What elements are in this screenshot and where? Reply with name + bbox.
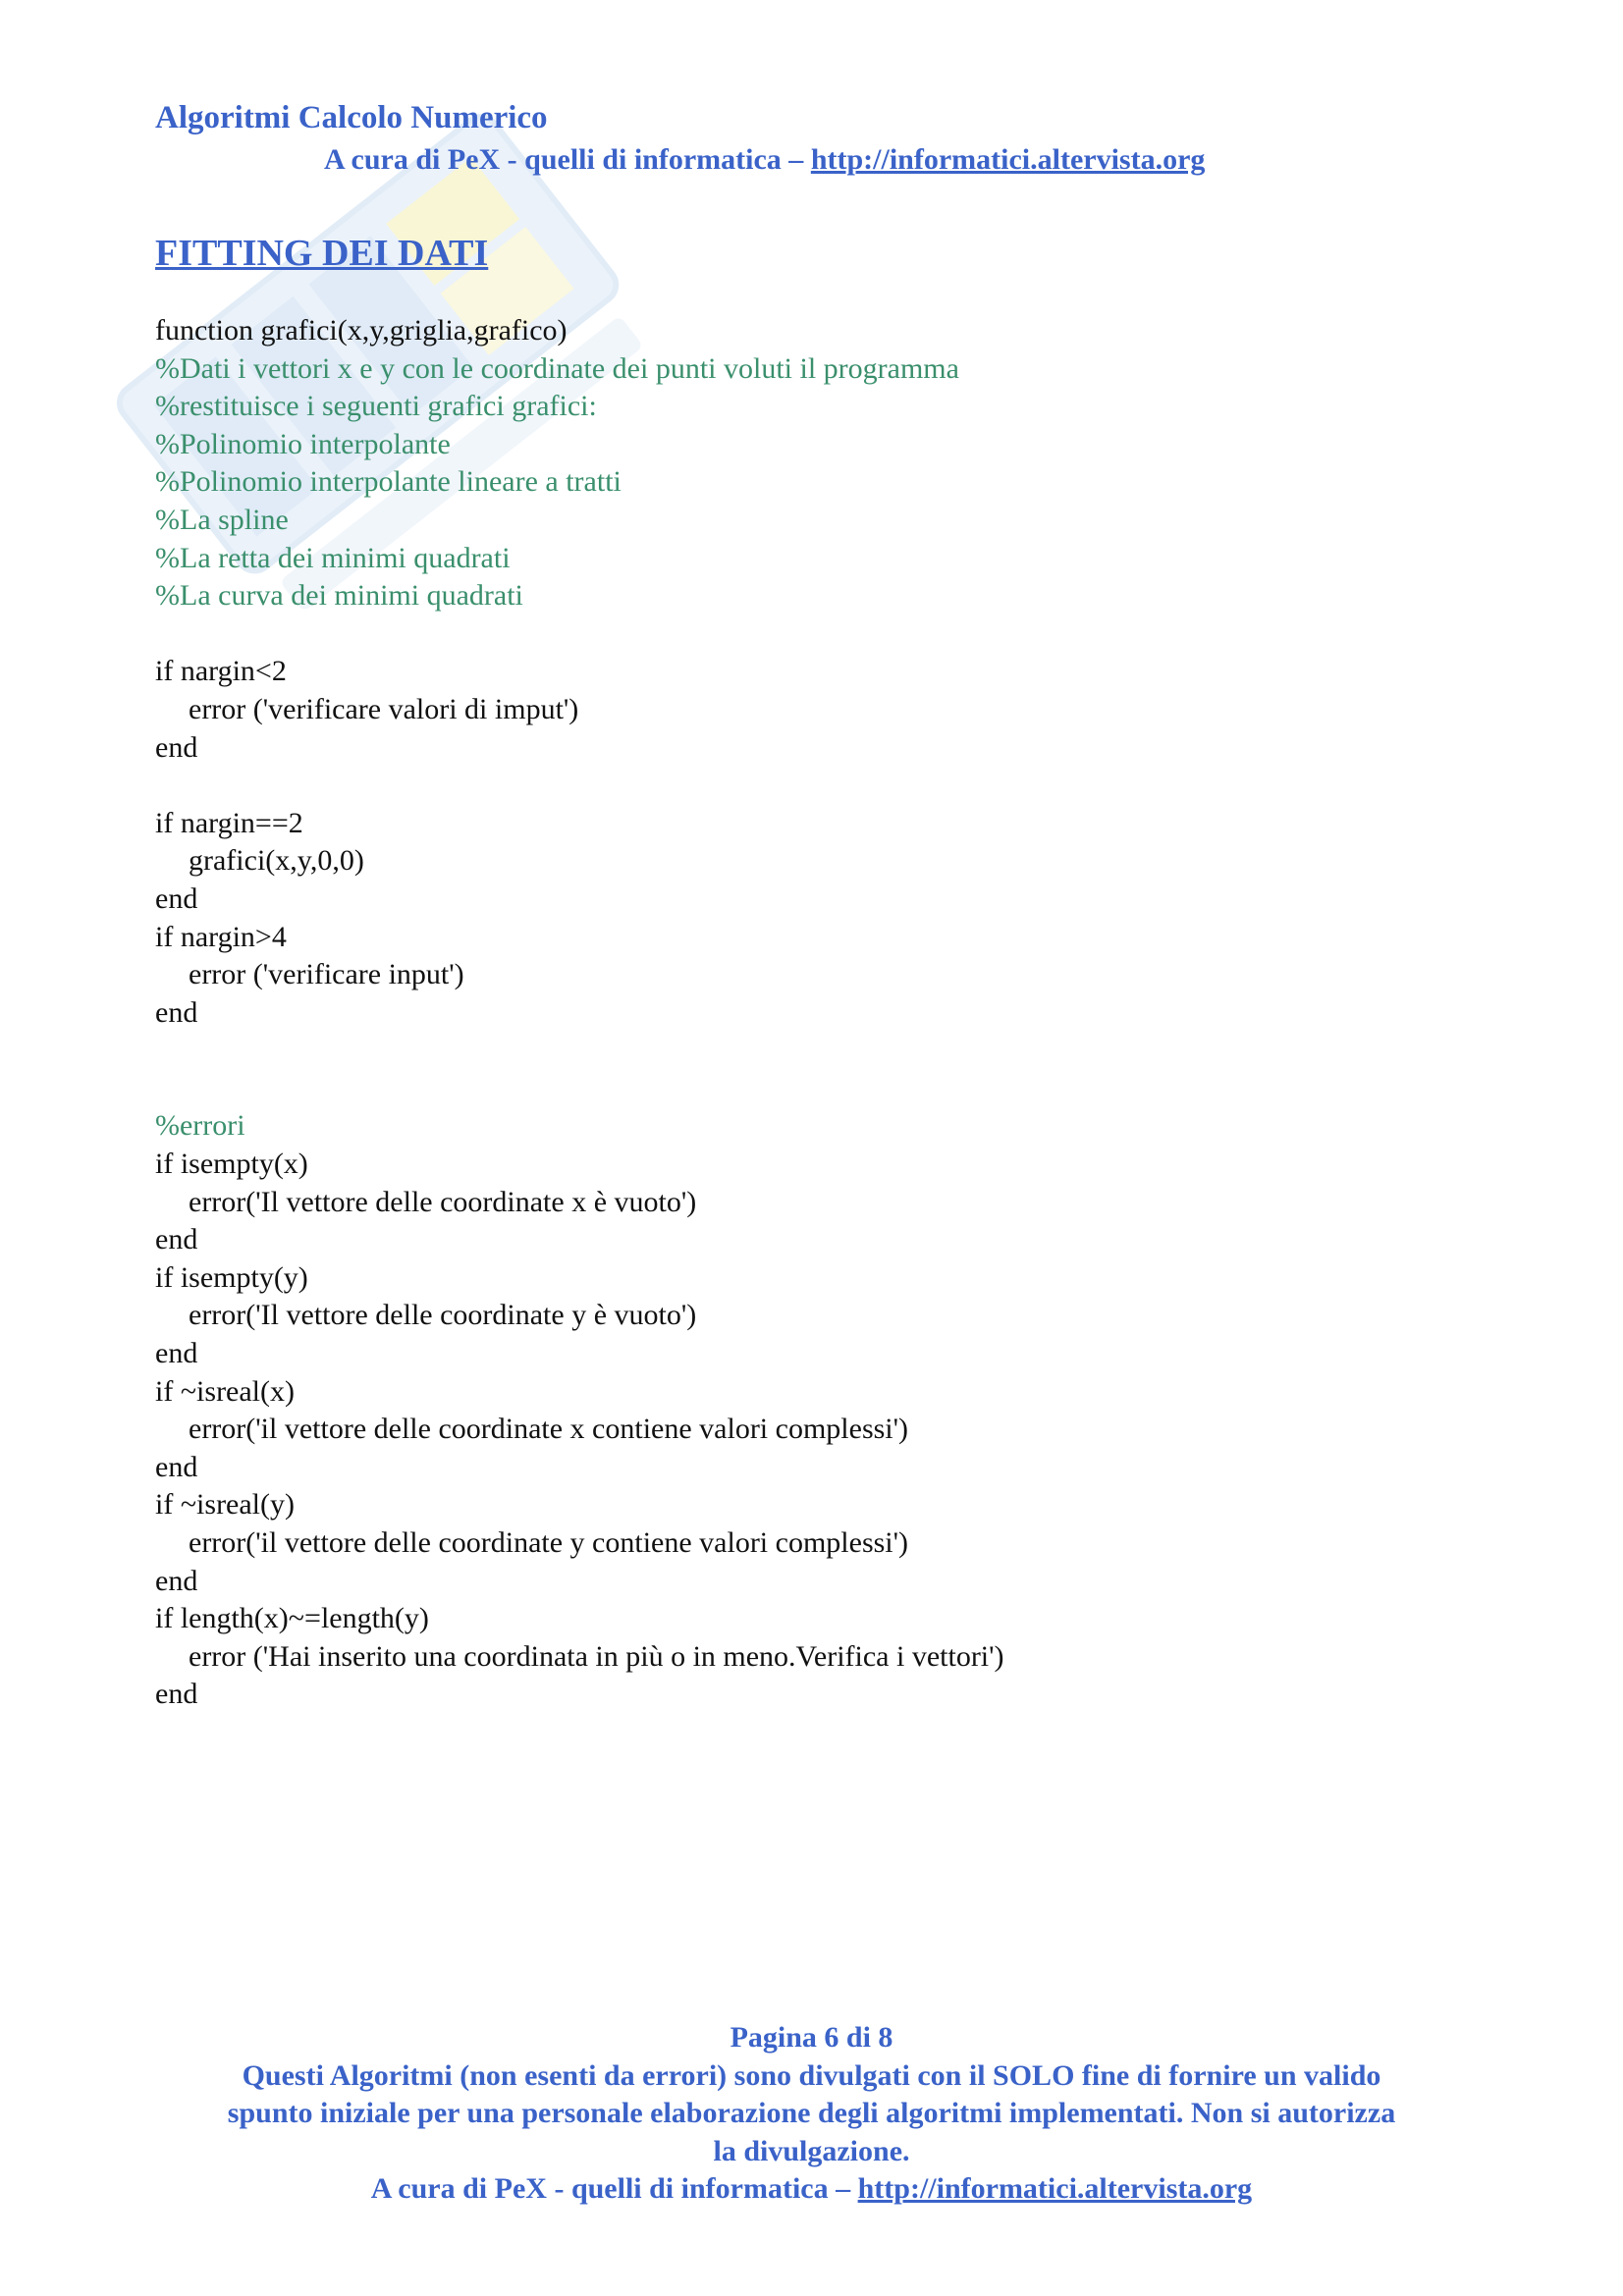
code-line: error ('verificare valori di imput') <box>189 692 579 725</box>
code-blank-line <box>155 1032 1004 1070</box>
code-comment-line: %Dati i vettori x e y con le coordinate dei punti voluti il programma <box>155 351 959 385</box>
code-line: end <box>155 1223 198 1256</box>
code-line: grafici(x,y,0,0) <box>189 844 364 878</box>
footer-disclaimer <box>144 2057 1480 2171</box>
code-line: end <box>155 730 198 764</box>
footer-credit <box>0 2170 1623 2209</box>
code-line: if nargin==2 <box>155 806 303 839</box>
code-line: end <box>155 1450 198 1483</box>
code-line: if isempty(y) <box>155 1260 308 1294</box>
code-blank-line <box>155 615 1004 654</box>
header-site-link[interactable]: http://informatici.altervista.org <box>810 143 1206 176</box>
code-line: error ('Hai inserito una coordinata in più o in meno.Verifica i vettori') <box>189 1639 1004 1673</box>
page-footer <box>0 2019 1623 2209</box>
code-blank-line <box>155 1070 1004 1108</box>
header-subtitle <box>324 143 1205 177</box>
code-line: if length(x)~=length(y) <box>155 1602 429 1635</box>
code-block <box>155 312 1004 1714</box>
code-line: if ~isreal(x) <box>155 1374 296 1408</box>
code-line: if nargin>4 <box>155 920 287 953</box>
code-line: if isempty(x) <box>155 1148 308 1181</box>
code-line: if ~isreal(y) <box>155 1488 296 1522</box>
code-line: error('il vettore delle coordinate x contiene valori complessi') <box>189 1413 909 1446</box>
code-comment-line: %Polinomio interpolante lineare a tratti <box>155 465 622 499</box>
code-comment-line: %La retta dei minimi quadrati <box>155 541 511 574</box>
code-line: error('Il vettore delle coordinate y è vuoto') <box>189 1299 697 1332</box>
footer-site-link[interactable]: http://informatici.altervista.org <box>857 2172 1253 2205</box>
code-line: end <box>155 1337 198 1370</box>
disclaimer-line: spunto iniziale per una personale elaborazione degli algoritmi implementati. Non si autorizza <box>227 2097 1396 2129</box>
page-number: Pagina 6 di 8 <box>730 2021 893 2054</box>
disclaimer-line: la divulgazione. <box>713 2134 910 2167</box>
code-comment-line: %Polinomio interpolante <box>155 427 451 460</box>
footer-credit-text: A cura di PeX - quelli di informatica – <box>370 2172 858 2205</box>
disclaimer-line: Questi Algoritmi (non esenti da errori) sono divulgati con il SOLO fine di fornire un valido <box>242 2058 1381 2092</box>
code-line: error ('verificare input') <box>189 958 464 991</box>
code-blank-line <box>155 767 1004 805</box>
header-title: Algoritmi Calcolo Numerico <box>155 100 548 135</box>
code-line: error('il vettore delle coordinate y contiene valori complessi') <box>189 1526 909 1559</box>
code-comment-line: %errori <box>155 1109 245 1143</box>
code-line: if nargin<2 <box>155 655 287 688</box>
code-line: end <box>155 1678 198 1711</box>
code-comment-line: %La spline <box>155 503 289 536</box>
code-comment-line: %restituisce i seguenti grafici grafici: <box>155 390 597 423</box>
code-line: error('Il vettore delle coordinate x è vuoto') <box>189 1185 697 1218</box>
section-title: FITTING DEI DATI <box>155 233 489 274</box>
code-line: end <box>155 881 198 915</box>
code-line: function grafici(x,y,griglia,grafico) <box>155 314 568 347</box>
header-subtitle-text: A cura di PeX - quelli di informatica – <box>324 143 811 176</box>
code-line: end <box>155 1564 198 1597</box>
code-line: end <box>155 995 198 1029</box>
code-comment-line: %La curva dei minimi quadrati <box>155 579 523 613</box>
